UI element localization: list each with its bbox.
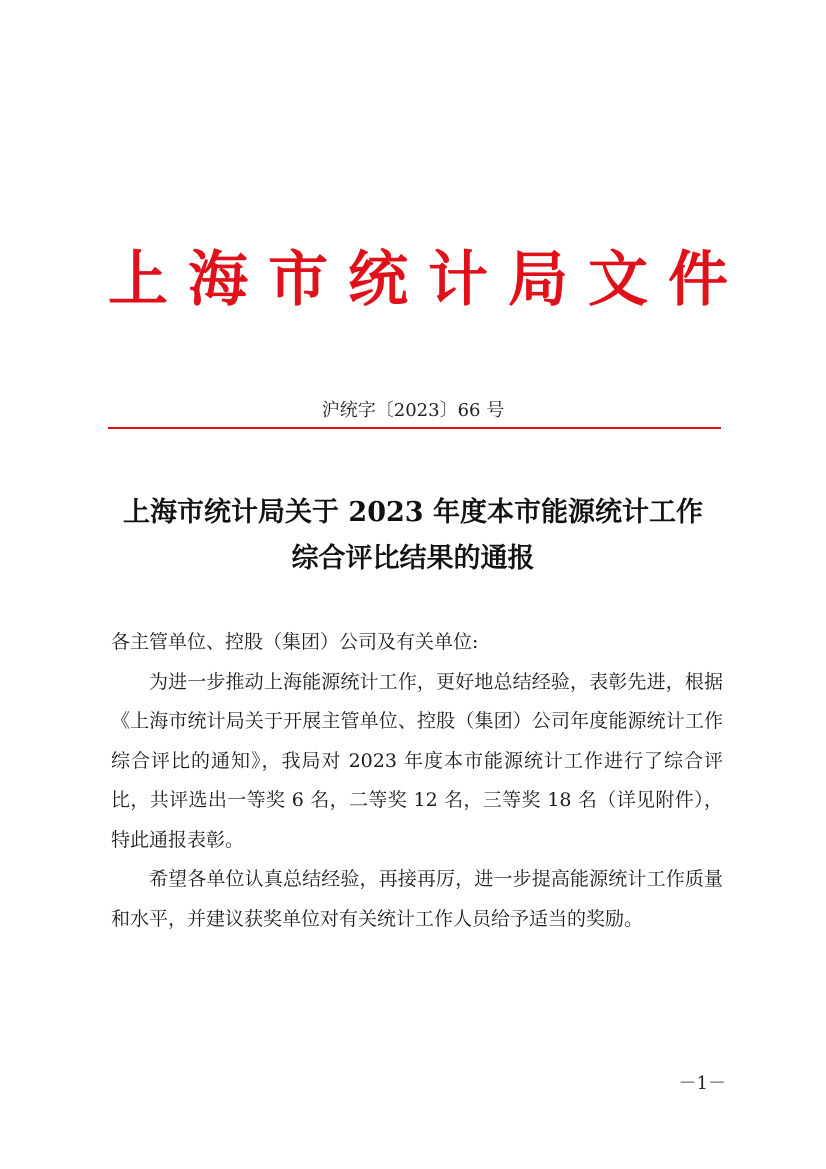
body-paragraph-2: 希望各单位认真总结经验，再接再厉，进一步提高能源统计工作质量和水平，并建议获奖单位对有关统计工作人员给予适当的奖励。: [111, 868, 723, 930]
body-paragraph-1: 为进一步推动上海能源统计工作，更好地总结经验，表彰先进，根据《上海市统计局关于开展主管单位、控股（集团）公司年度能源统计工作综合评比的通知》，我局对 2023 年度本市能源统计工作进行了综合评比，共评选出一等奖 6 名，二等奖 12 名，三等奖 18 名（详见附件），特此通报表彰。: [111, 670, 723, 851]
header-char: 文: [588, 245, 648, 315]
header-char: 件: [668, 245, 728, 315]
document-body: [111, 623, 723, 939]
document-title-line-1: 上海市统计局关于 2023 年度本市能源统计工作: [123, 497, 703, 528]
header-char: 市: [268, 245, 328, 315]
document-number: 沪统字〔2023〕66 号: [321, 400, 505, 421]
header-divider: [108, 427, 721, 429]
salutation: 各主管单位、控股（集团）公司及有关单位:: [111, 631, 479, 653]
header-char: 统: [348, 245, 408, 315]
document-header-title: [108, 244, 728, 316]
header-char: 上: [108, 245, 168, 315]
header-char: 局: [508, 245, 568, 315]
header-char: 海: [188, 245, 248, 315]
page-number: －1－: [678, 1073, 726, 1094]
header-char: 计: [428, 245, 488, 315]
document-title: [100, 490, 726, 582]
document-title-line-2: 综合评比结果的通报: [291, 543, 535, 574]
